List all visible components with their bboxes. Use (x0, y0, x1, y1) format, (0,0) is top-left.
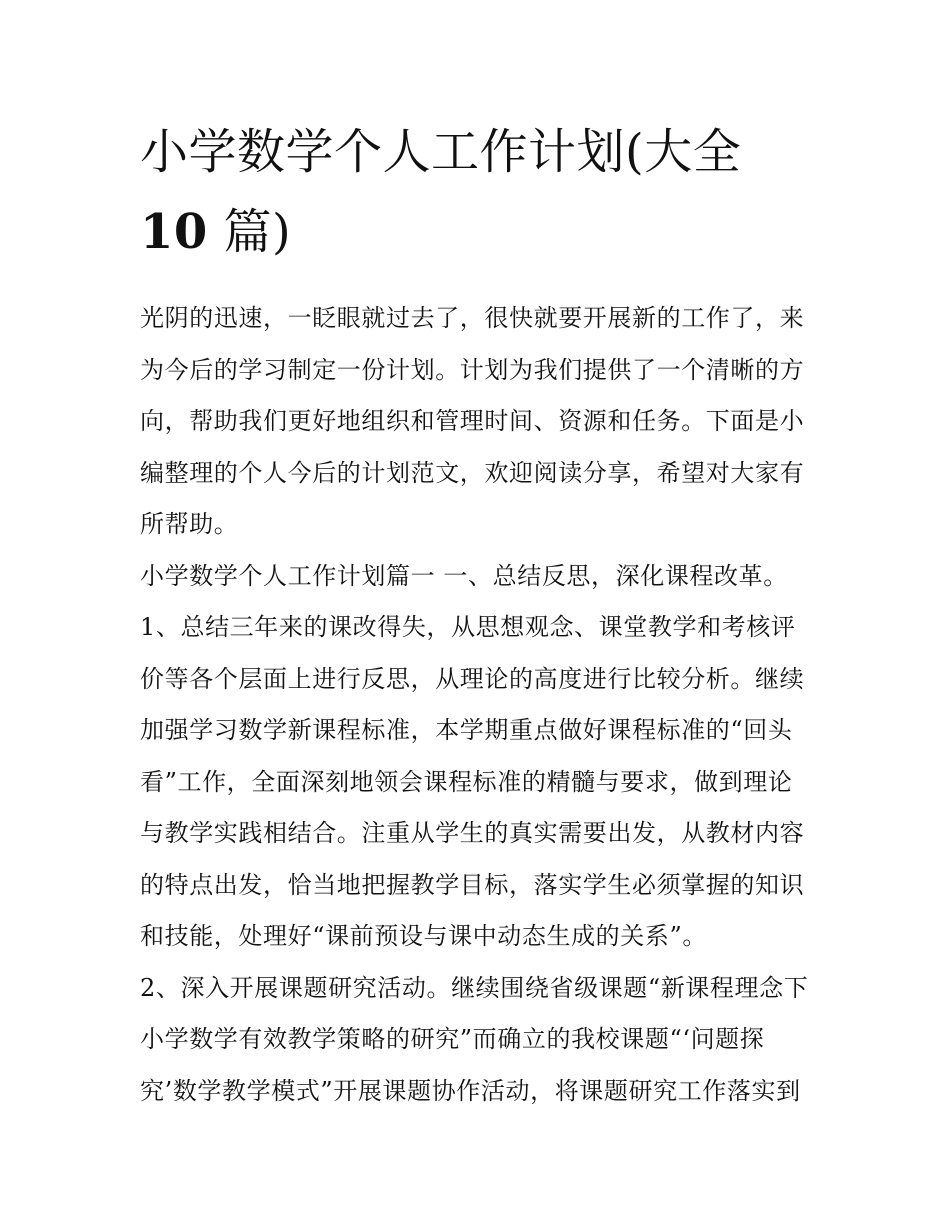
text-line: 所帮助。 (140, 510, 239, 538)
text-line: 的特点出发，恰当地把握教学目标，落实学生必须掌握的知识 (140, 870, 805, 899)
text-line: 小学数学有效教学策略的研究”而确立的我校课题“‘问题探 (140, 1025, 765, 1053)
document-page (140, 112, 816, 1117)
text-line: 与教学实践相结合。注重从学生的真实需要出发，从教材内容 (140, 819, 805, 847)
title-number: 10 (140, 204, 208, 260)
document-body (140, 293, 816, 1117)
section-heading-line: 小学数学个人工作计划篇一 一、总结反思，深化课程改革。 (140, 561, 788, 590)
title-suffix: 篇) (207, 204, 292, 260)
text-line: 加强学习数学新课程标准，本学期重点做好课程标准的“回头 (140, 716, 793, 744)
text-line: 究’数学教学模式”开展课题协作活动，将课题研究工作落实到 (140, 1076, 801, 1105)
text-line: 光阴的迅速，一眨眼就过去了，很快就要开展新的工作了，来 (140, 304, 805, 332)
title-line-1: 小学数学个人工作计划(大全 (140, 124, 742, 180)
text-line: 为今后的学习制定一份计划。计划为我们提供了一个清晰的方 (140, 355, 805, 384)
text-line: 1、总结三年来的课改得失，从思想观念、课堂教学和考核评 (140, 613, 796, 641)
title-line-2 (140, 192, 816, 272)
text-line: 看”工作，全面深刻地领会课程标准的精髓与要求，做到理论 (140, 767, 793, 796)
text-line: 和技能，处理好“课前预设与课中动态生成的关系”。 (140, 922, 707, 950)
text-line: 编整理的个人今后的计划范文，欢迎阅读分享，希望对大家有 (140, 458, 805, 487)
document-title (140, 112, 816, 272)
text-line: 价等各个层面上进行反思，从理论的高度进行比较分析。继续 (140, 664, 805, 693)
text-line: 2、深入开展课题研究活动。继续围绕省级课题“新课程理念下 (140, 973, 809, 1002)
text-line: 向，帮助我们更好地组织和管理时间、资源和任务。下面是小 (140, 407, 805, 435)
